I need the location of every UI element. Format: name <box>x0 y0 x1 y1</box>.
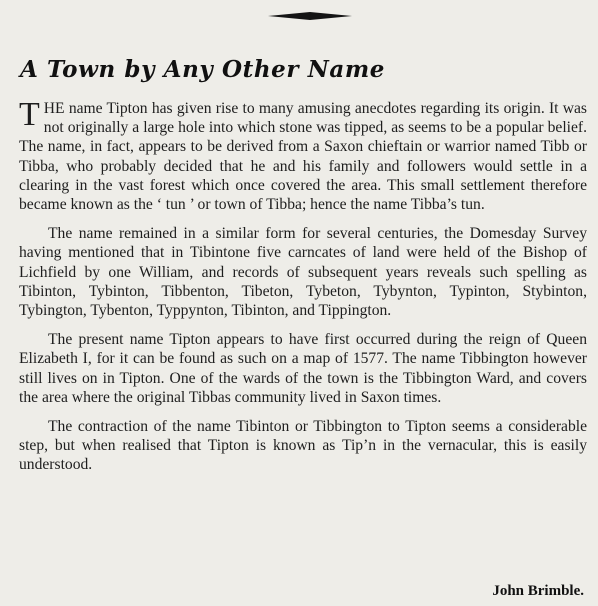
show-through-text <box>0 0 598 52</box>
article-title: A Town by Any Other Name <box>20 56 386 83</box>
paragraph-1 <box>19 96 587 214</box>
paragraph-3: The present name Tipton appears to have first occurred during the reign of Queen Elizabeth I, for it can be found as such on a map of 1577. The name Tibbington however still lives on in Tipton. One of the wards of the town is the Tibbington Ward, and covers the area where the original Tibbas community lived in Saxon times. <box>19 331 587 406</box>
diamond-rule-ornament <box>268 12 352 20</box>
paragraph-1-text: HE name Tipton has given rise to many amusing anecdotes regarding its origin. It was not originally a large hole into which stone was tipped, as seems to be a popular belief. The name, in fact, appears to be derived from a Saxon chieftain or warrior named Tibb or Tibba, who probably decided that he and his family and followers would settle in a clearing in the vast forest which once covered the area. This small settlement therefore became known as the ‘ tun ’ or town of Tibba; hence the name Tibba’s tun. <box>19 100 587 214</box>
paragraph-4: The contraction of the name Tibinton or Tibbington to Tipton seems a considerable step, but when realised that Tipton is known as Tip’n in the vernacular, this is easily understood. <box>19 418 587 474</box>
paragraph-2: The name remained in a similar form for several centuries, the Domesday Survey having mentioned that in Tibintone five carncates of land were held of the Bishop of Lichfield by one William, and records of subsequent years reveals such spelling as Tibinton, Tybinton, Tibbenton, Tibeton, Tybeton, Tybynton, Typinton, Stybinton, Tybington, Tybenton, Typpynton, Tibinton, and Tippington. <box>19 225 587 320</box>
author-signature: John Brimble. <box>492 583 584 599</box>
drop-cap: T <box>19 96 40 133</box>
article-body <box>19 96 587 485</box>
